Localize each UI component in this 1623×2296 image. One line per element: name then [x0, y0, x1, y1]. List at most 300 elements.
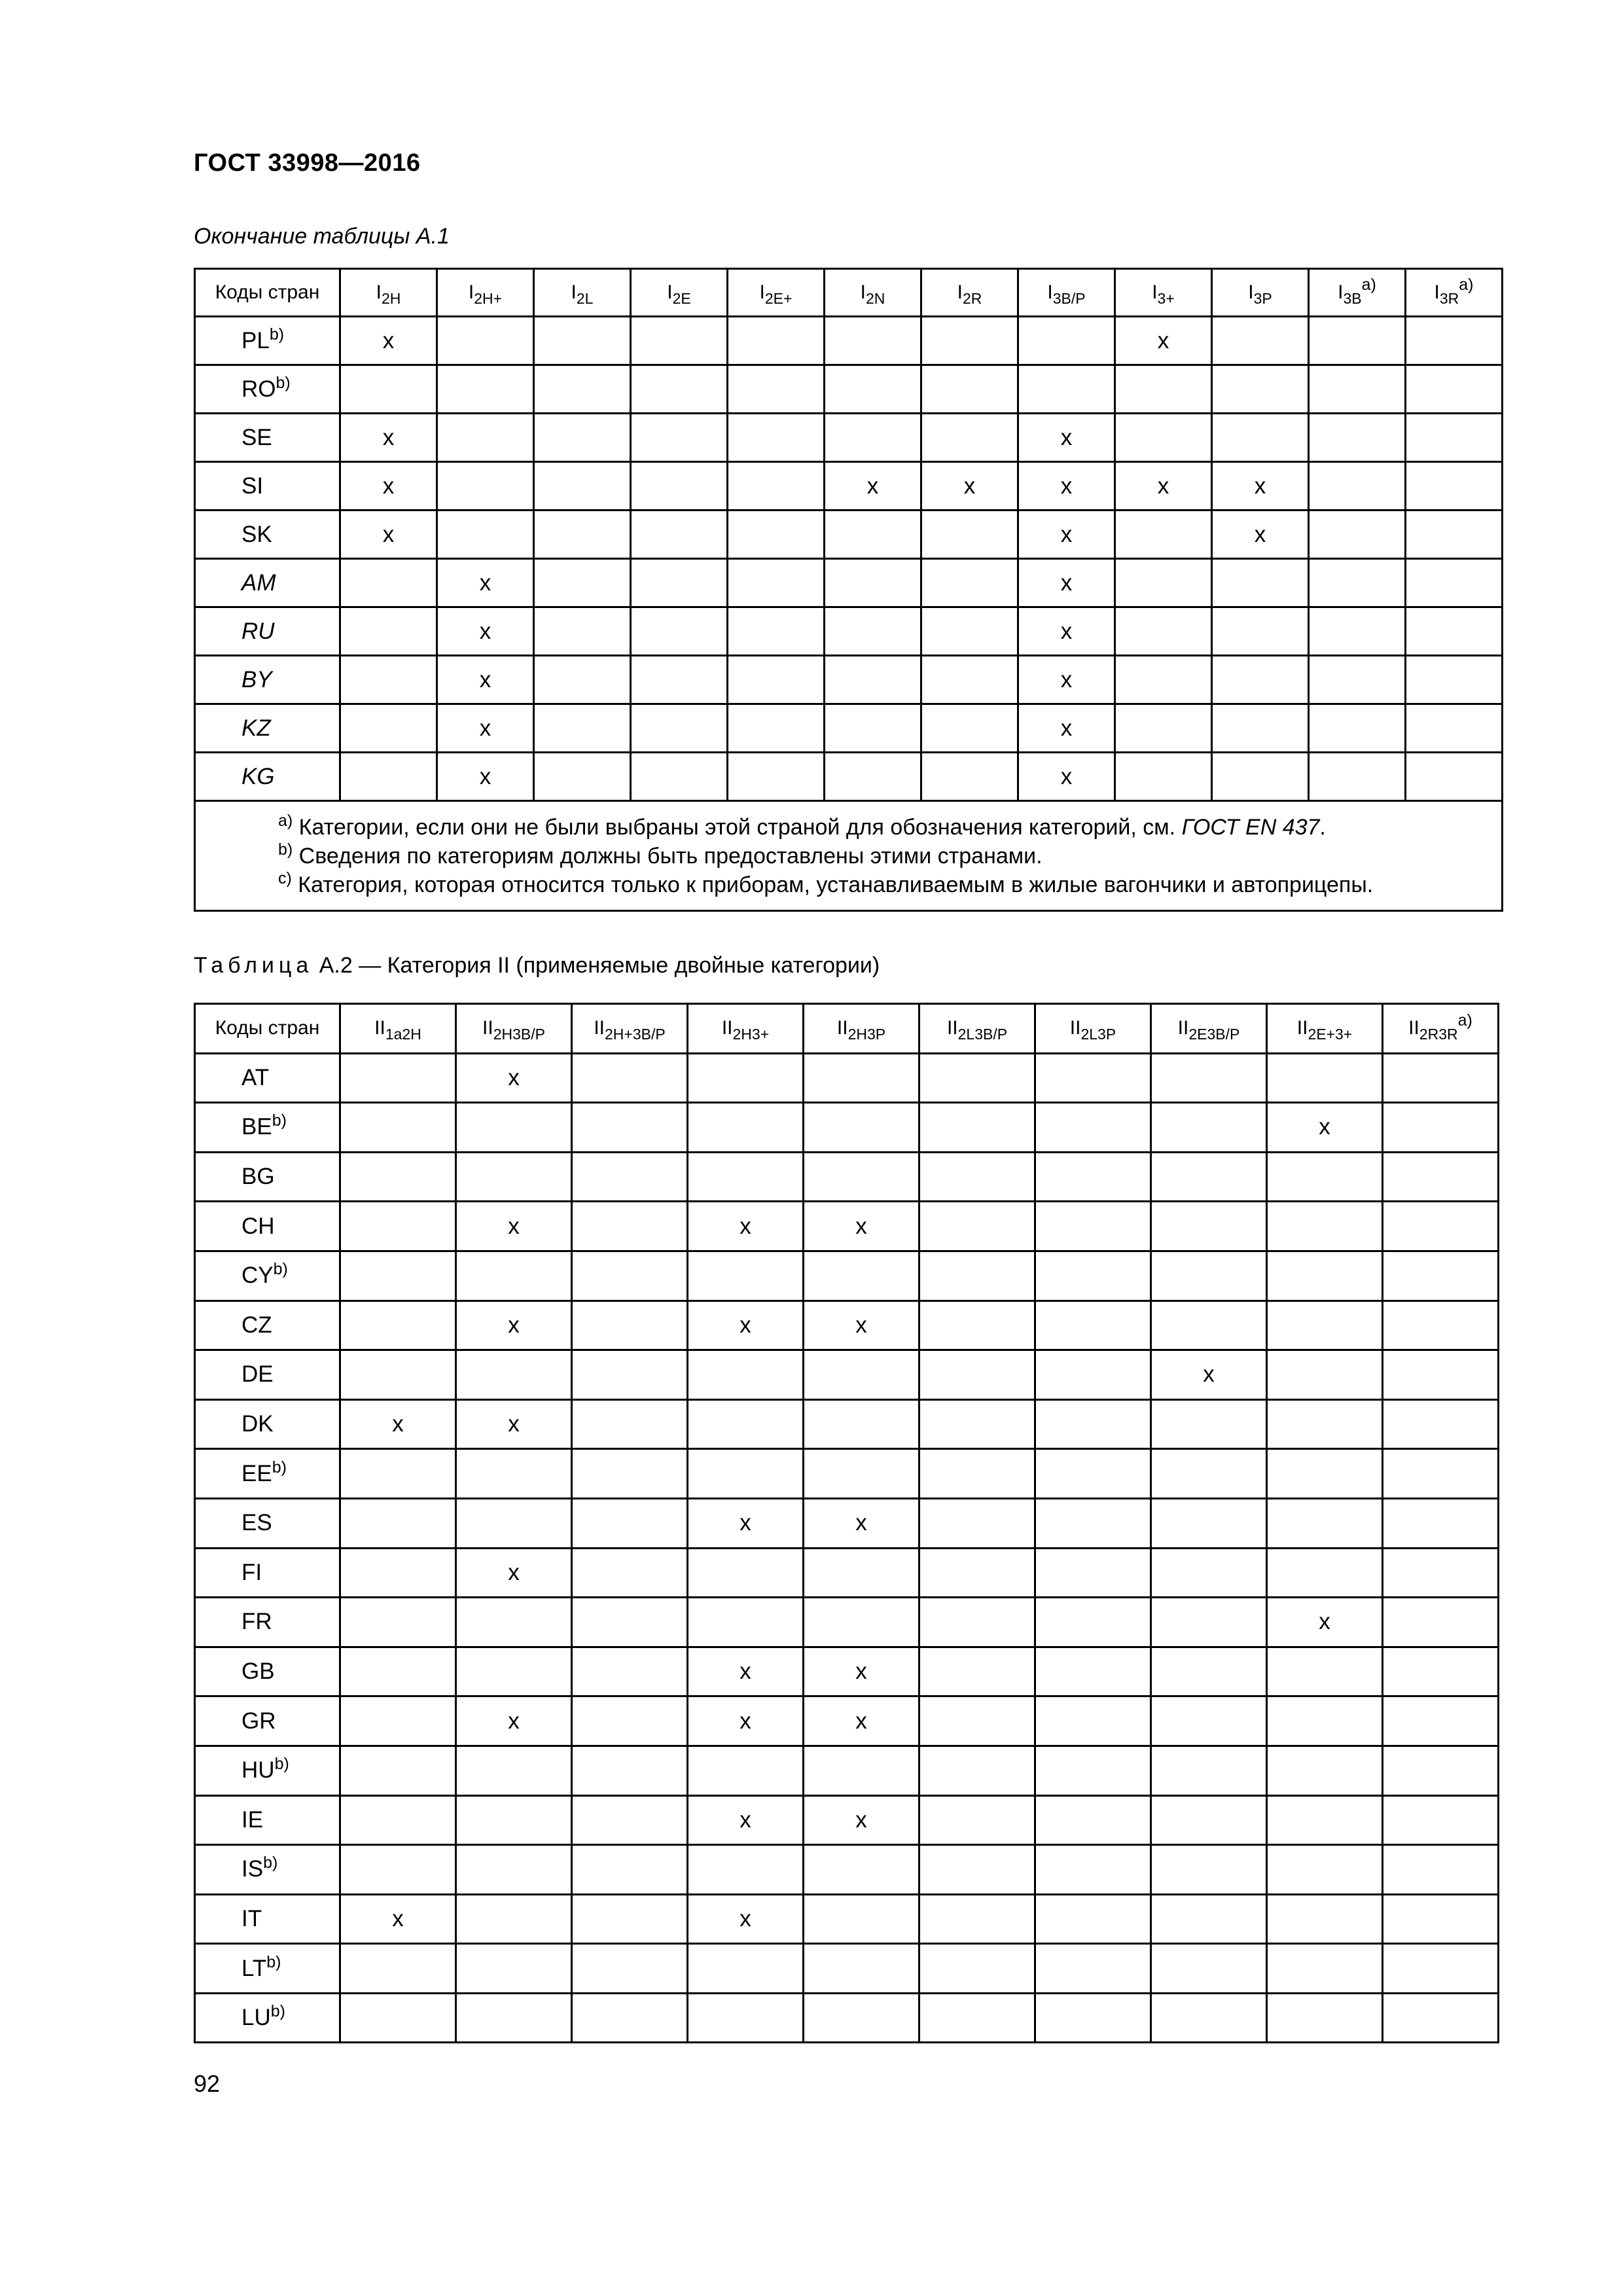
- footnote-ref: b): [269, 325, 285, 344]
- applicable-mark: x: [508, 1411, 520, 1437]
- category-cell: [456, 1449, 572, 1499]
- footnote-mark: a): [278, 811, 293, 830]
- column-header-subscript: 2E3B/P: [1188, 1026, 1240, 1043]
- category-cell: [825, 414, 921, 462]
- category-cell: [1267, 1795, 1383, 1845]
- table-row: [195, 1350, 1499, 1400]
- table-row: [195, 607, 1503, 656]
- table-row: [195, 511, 1503, 559]
- column-header-base: I: [860, 281, 866, 303]
- category-cell: [1383, 1103, 1499, 1153]
- category-cell: [1115, 365, 1212, 414]
- category-cell: [1383, 1795, 1499, 1845]
- country-code: AT: [241, 1064, 270, 1090]
- country-code-cell: [195, 1399, 340, 1449]
- category-cell: [921, 753, 1018, 801]
- category-cell: [572, 1399, 688, 1449]
- country-code: BE: [241, 1114, 272, 1140]
- column-header: [340, 1004, 456, 1054]
- column-header: [631, 269, 728, 317]
- category-cell: [437, 317, 534, 365]
- category-cell: [1267, 1399, 1383, 1449]
- column-header: [1406, 269, 1503, 317]
- category-cell: [572, 1894, 688, 1944]
- category-cell: [728, 511, 825, 559]
- applicable-mark: x: [855, 1510, 867, 1536]
- category-cell: [437, 704, 534, 753]
- category-cell: [1212, 656, 1309, 704]
- category-cell: [340, 365, 437, 414]
- category-cell: [1383, 1350, 1499, 1400]
- country-code: SK: [241, 521, 272, 547]
- category-cell: [688, 1647, 804, 1696]
- country-code: CH: [241, 1213, 275, 1239]
- country-code-cell: [195, 1795, 340, 1845]
- column-header-base: II: [946, 1017, 958, 1039]
- table-row: [195, 1598, 1499, 1647]
- applicable-mark: x: [963, 473, 976, 499]
- category-cell: [804, 1103, 919, 1153]
- applicable-mark: x: [1157, 327, 1169, 353]
- category-cell: [921, 607, 1018, 656]
- applicable-mark: x: [1319, 1609, 1330, 1635]
- country-code: IS: [241, 1856, 264, 1882]
- category-cell: [437, 462, 534, 511]
- column-header-subscript: 2R: [962, 290, 982, 307]
- column-header: [340, 269, 437, 317]
- category-cell: [1267, 1598, 1383, 1647]
- table-row: [195, 1944, 1499, 1994]
- column-header-subscript: 2H: [381, 290, 401, 307]
- category-cell: [631, 462, 728, 511]
- country-code-cell: [195, 1548, 340, 1598]
- category-cell: [1151, 1598, 1267, 1647]
- column-header-subscript: 2H3B/P: [493, 1026, 545, 1043]
- category-cell: [1383, 1696, 1499, 1746]
- category-cell: [1267, 1202, 1383, 1251]
- country-code-cell: [195, 704, 340, 753]
- category-cell: [1035, 1399, 1151, 1449]
- page-number: 92: [194, 2070, 221, 2097]
- column-header-subscript: 2H3+: [732, 1026, 770, 1043]
- category-cell: [825, 511, 921, 559]
- category-cell: [728, 656, 825, 704]
- category-cell: [1018, 753, 1115, 801]
- column-header-country-codes: Коды стран: [195, 1004, 340, 1054]
- category-cell: [1035, 1202, 1151, 1251]
- column-header-subscript: 2N: [865, 290, 885, 307]
- applicable-mark: x: [508, 1213, 520, 1239]
- category-cell: [728, 317, 825, 365]
- category-cell: [1035, 1103, 1151, 1153]
- category-cell: [534, 365, 631, 414]
- category-cell: [1018, 414, 1115, 462]
- column-header: [1115, 269, 1212, 317]
- category-cell: [1035, 1944, 1151, 1994]
- country-code: RO: [241, 376, 276, 402]
- category-cell: [825, 365, 921, 414]
- category-cell: [1035, 1795, 1151, 1845]
- applicable-mark: x: [1060, 763, 1073, 789]
- country-code-cell: [195, 414, 340, 462]
- category-cell: [921, 365, 1018, 414]
- category-cell: [919, 1449, 1035, 1499]
- category-cell: [728, 753, 825, 801]
- footnote-standard-reference: ГОСТ EN 437: [1181, 814, 1320, 840]
- category-cell: [1309, 414, 1406, 462]
- category-cell: [688, 1103, 804, 1153]
- column-header-subscript: 2E+: [764, 290, 793, 307]
- category-cell: [1035, 1449, 1151, 1499]
- column-header-subscript: 2L: [576, 290, 594, 307]
- column-header-subscript: 1a2H: [385, 1026, 421, 1043]
- category-cell: [456, 1251, 572, 1300]
- category-cell: [437, 656, 534, 704]
- applicable-mark: x: [479, 618, 491, 644]
- category-cell: [1309, 559, 1406, 607]
- table-row: [195, 656, 1503, 704]
- category-cell: [1018, 559, 1115, 607]
- category-cell: [1115, 414, 1212, 462]
- column-header-base: I: [571, 281, 577, 303]
- category-cell: [631, 607, 728, 656]
- category-cell: [340, 1944, 456, 1994]
- category-cell: [804, 1795, 919, 1845]
- applicable-mark: x: [1060, 521, 1073, 547]
- category-cell: [921, 559, 1018, 607]
- applicable-mark: x: [1060, 473, 1073, 499]
- table-row: [195, 1993, 1499, 2043]
- category-cell: [688, 1251, 804, 1300]
- column-header: [572, 1004, 688, 1054]
- applicable-mark: x: [1203, 1361, 1215, 1388]
- category-cell: [1151, 1449, 1267, 1499]
- category-cell: [688, 1399, 804, 1449]
- category-cell: [1406, 559, 1503, 607]
- column-header-base: II: [1408, 1017, 1419, 1039]
- country-code-cell: [195, 1696, 340, 1746]
- category-cell: [919, 1152, 1035, 1202]
- column-header-subscript: 2H3P: [847, 1026, 886, 1043]
- category-cell: [921, 317, 1018, 365]
- category-cell: [1406, 704, 1503, 753]
- category-cell: [728, 414, 825, 462]
- footnote: [278, 870, 1501, 899]
- category-cell: [919, 1251, 1035, 1300]
- applicable-mark: x: [855, 1312, 867, 1338]
- header-row: [195, 1004, 1499, 1054]
- category-cell: [340, 704, 437, 753]
- category-cell: [1035, 1548, 1151, 1598]
- applicable-mark: x: [508, 1064, 520, 1090]
- table-row: [195, 559, 1503, 607]
- category-cell: [1115, 704, 1212, 753]
- category-cell: [340, 511, 437, 559]
- column-header-subscript: 2L3P: [1080, 1026, 1116, 1043]
- category-cell: [340, 1746, 456, 1795]
- table-row: [195, 1647, 1499, 1696]
- category-cell: [1406, 753, 1503, 801]
- category-cell: [919, 1399, 1035, 1449]
- table-row: [195, 1152, 1499, 1202]
- category-i-table: [194, 268, 1503, 912]
- category-cell: [825, 753, 921, 801]
- category-cell: [340, 414, 437, 462]
- category-cell: [631, 414, 728, 462]
- column-header: [804, 1004, 919, 1054]
- applicable-mark: x: [740, 1806, 751, 1833]
- category-cell: [456, 1993, 572, 2043]
- column-header: [688, 1004, 804, 1054]
- category-cell: [340, 1449, 456, 1499]
- category-cell: [1383, 1647, 1499, 1696]
- category-cell: [340, 656, 437, 704]
- country-code: IT: [241, 1905, 262, 1931]
- category-cell: [688, 1053, 804, 1103]
- applicable-mark: x: [1319, 1114, 1330, 1140]
- category-cell: [572, 1103, 688, 1153]
- category-cell: [456, 1350, 572, 1400]
- country-code: PL: [241, 327, 270, 353]
- category-cell: [1267, 1498, 1383, 1548]
- column-header-base: I: [759, 281, 765, 303]
- column-header-country-codes: Коды стран: [195, 269, 340, 317]
- footnote-ref: a): [1361, 276, 1376, 294]
- category-cell: [1383, 1152, 1499, 1202]
- category-cell: [1018, 462, 1115, 511]
- category-cell: [1151, 1300, 1267, 1350]
- column-header-subscript: 2L3B/P: [957, 1026, 1008, 1043]
- country-code-cell: [195, 1350, 340, 1400]
- footnote-ref: a): [1459, 276, 1474, 294]
- category-cell: [1151, 1399, 1267, 1449]
- column-header-subscript: 3+: [1157, 290, 1175, 307]
- country-code: LU: [241, 2005, 271, 2031]
- column-header-subscript: 3B/P: [1052, 290, 1086, 307]
- category-cell: [437, 559, 534, 607]
- applicable-mark: x: [855, 1708, 867, 1734]
- column-header-subscript: 2E+3+: [1308, 1026, 1353, 1043]
- table-row: [195, 365, 1503, 414]
- category-cell: [1035, 1647, 1151, 1696]
- country-code: RU: [241, 618, 275, 644]
- category-cell: [804, 1202, 919, 1251]
- category-cell: [688, 1449, 804, 1499]
- category-cell: [1267, 1845, 1383, 1895]
- applicable-mark: x: [508, 1559, 520, 1585]
- category-cell: [919, 1944, 1035, 1994]
- applicable-mark: x: [1157, 473, 1169, 499]
- category-cell: [572, 1152, 688, 1202]
- category-cell: [437, 414, 534, 462]
- country-code-cell: [195, 1498, 340, 1548]
- country-code-cell: [195, 1944, 340, 1994]
- column-header-subscript: 2H+3B/P: [604, 1026, 666, 1043]
- column-header-subscript: 2E: [672, 290, 691, 307]
- applicable-mark: x: [740, 1213, 751, 1239]
- country-code-cell: [195, 1251, 340, 1300]
- country-code: KG: [241, 763, 275, 789]
- category-cell: [1035, 1300, 1151, 1350]
- category-cell: [1212, 511, 1309, 559]
- category-cell: [340, 1152, 456, 1202]
- category-cell: [572, 1647, 688, 1696]
- table-row: [195, 462, 1503, 511]
- category-cell: [825, 462, 921, 511]
- country-code-cell: [195, 1746, 340, 1795]
- category-cell: [437, 607, 534, 656]
- category-cell: [340, 1795, 456, 1845]
- category-cell: [1212, 462, 1309, 511]
- category-cell: [1383, 1598, 1499, 1647]
- applicable-mark: x: [1060, 666, 1073, 692]
- category-cell: [1151, 1845, 1267, 1895]
- country-code-cell: [195, 1449, 340, 1499]
- country-code-cell: [195, 1993, 340, 2043]
- table-row: [195, 753, 1503, 801]
- country-code-cell: [195, 1647, 340, 1696]
- category-cell: [1267, 1746, 1383, 1795]
- category-cell: [572, 1795, 688, 1845]
- column-header-base: I: [1047, 281, 1053, 303]
- column-header-subscript: 3B: [1343, 290, 1362, 307]
- category-cell: [921, 704, 1018, 753]
- category-cell: [1267, 1053, 1383, 1103]
- category-cell: [340, 1993, 456, 2043]
- column-header-base: II: [1296, 1017, 1308, 1039]
- country-code-cell: [195, 1598, 340, 1647]
- category-cell: [804, 1498, 919, 1548]
- category-cell: [921, 656, 1018, 704]
- category-cell: [1115, 511, 1212, 559]
- category-cell: [919, 1202, 1035, 1251]
- category-cell: [1151, 1548, 1267, 1598]
- category-cell: [688, 1598, 804, 1647]
- country-code: ES: [241, 1510, 272, 1536]
- category-cell: [804, 1696, 919, 1746]
- category-cell: [572, 1498, 688, 1548]
- column-header-base: I: [468, 281, 474, 303]
- table-row: [195, 704, 1503, 753]
- category-ii-table: [194, 1003, 1499, 2043]
- category-cell: [1151, 1746, 1267, 1795]
- category-cell: [1018, 656, 1115, 704]
- applicable-mark: x: [740, 1905, 751, 1931]
- category-cell: [1115, 607, 1212, 656]
- category-cell: [437, 511, 534, 559]
- category-cell: [1151, 1696, 1267, 1746]
- category-cell: [1309, 365, 1406, 414]
- category-cell: [534, 462, 631, 511]
- country-code: HU: [241, 1757, 275, 1784]
- table2-caption-text: А.2 — Категория II (применяемые двойные категории): [313, 953, 880, 978]
- category-cell: [688, 1894, 804, 1944]
- category-cell: [572, 1598, 688, 1647]
- category-cell: [340, 1202, 456, 1251]
- country-code: BY: [241, 666, 272, 692]
- country-code: FI: [241, 1559, 262, 1585]
- category-cell: [1267, 1647, 1383, 1696]
- column-header-base: I: [1152, 281, 1158, 303]
- category-cell: [631, 317, 728, 365]
- column-header-subscript: 3P: [1253, 290, 1272, 307]
- category-cell: [572, 1053, 688, 1103]
- category-cell: [340, 1053, 456, 1103]
- category-cell: [1309, 753, 1406, 801]
- category-cell: [572, 1350, 688, 1400]
- category-cell: [919, 1696, 1035, 1746]
- applicable-mark: x: [392, 1905, 404, 1931]
- column-header-base: II: [1069, 1017, 1081, 1039]
- table-row: [195, 1548, 1499, 1598]
- category-cell: [688, 1696, 804, 1746]
- category-cell: [534, 511, 631, 559]
- category-cell: [572, 1696, 688, 1746]
- category-cell: [688, 1300, 804, 1350]
- column-header-base: I: [667, 281, 673, 303]
- category-cell: [456, 1498, 572, 1548]
- category-cell: [804, 1300, 919, 1350]
- applicable-mark: x: [382, 327, 395, 353]
- category-cell: [1383, 1300, 1499, 1350]
- category-cell: [631, 753, 728, 801]
- category-cell: [456, 1746, 572, 1795]
- category-cell: [688, 1548, 804, 1598]
- category-cell: [456, 1202, 572, 1251]
- table-row: [195, 1103, 1499, 1153]
- footnote-text: Категория, которая относится только к приборам, устанавливаемым в жилые вагончики и автоприцепы.: [291, 872, 1374, 897]
- category-cell: [1267, 1251, 1383, 1300]
- category-cell: [1035, 1993, 1151, 2043]
- country-code: DE: [241, 1361, 274, 1388]
- table-row: [195, 1795, 1499, 1845]
- category-cell: [1267, 1548, 1383, 1598]
- category-cell: [1151, 1795, 1267, 1845]
- category-cell: [1406, 656, 1503, 704]
- category-cell: [534, 414, 631, 462]
- footnote-ref: a): [1457, 1011, 1472, 1030]
- table-row: [195, 414, 1503, 462]
- category-cell: [340, 1498, 456, 1548]
- category-cell: [804, 1647, 919, 1696]
- category-cell: [728, 704, 825, 753]
- category-cell: [631, 704, 728, 753]
- category-cell: [1309, 656, 1406, 704]
- footnote-mark: b): [278, 840, 293, 859]
- category-cell: [456, 1598, 572, 1647]
- column-header: [728, 269, 825, 317]
- footnote-text: Категории, если они не были выбраны этой страной для обозначения категорий, см.: [293, 814, 1182, 840]
- category-cell: [804, 1894, 919, 1944]
- category-cell: [919, 1548, 1035, 1598]
- category-cell: [1018, 317, 1115, 365]
- column-header: [437, 269, 534, 317]
- category-cell: [1267, 1449, 1383, 1499]
- category-cell: [340, 317, 437, 365]
- category-cell: [456, 1944, 572, 1994]
- category-cell: [534, 607, 631, 656]
- category-cell: [688, 1944, 804, 1994]
- column-header: [1267, 1004, 1383, 1054]
- category-cell: [728, 462, 825, 511]
- country-code: DK: [241, 1411, 274, 1437]
- category-cell: [456, 1152, 572, 1202]
- category-cell: [825, 607, 921, 656]
- applicable-mark: x: [866, 473, 879, 499]
- category-cell: [1267, 1894, 1383, 1944]
- category-cell: [1383, 1894, 1499, 1944]
- category-cell: [919, 1993, 1035, 2043]
